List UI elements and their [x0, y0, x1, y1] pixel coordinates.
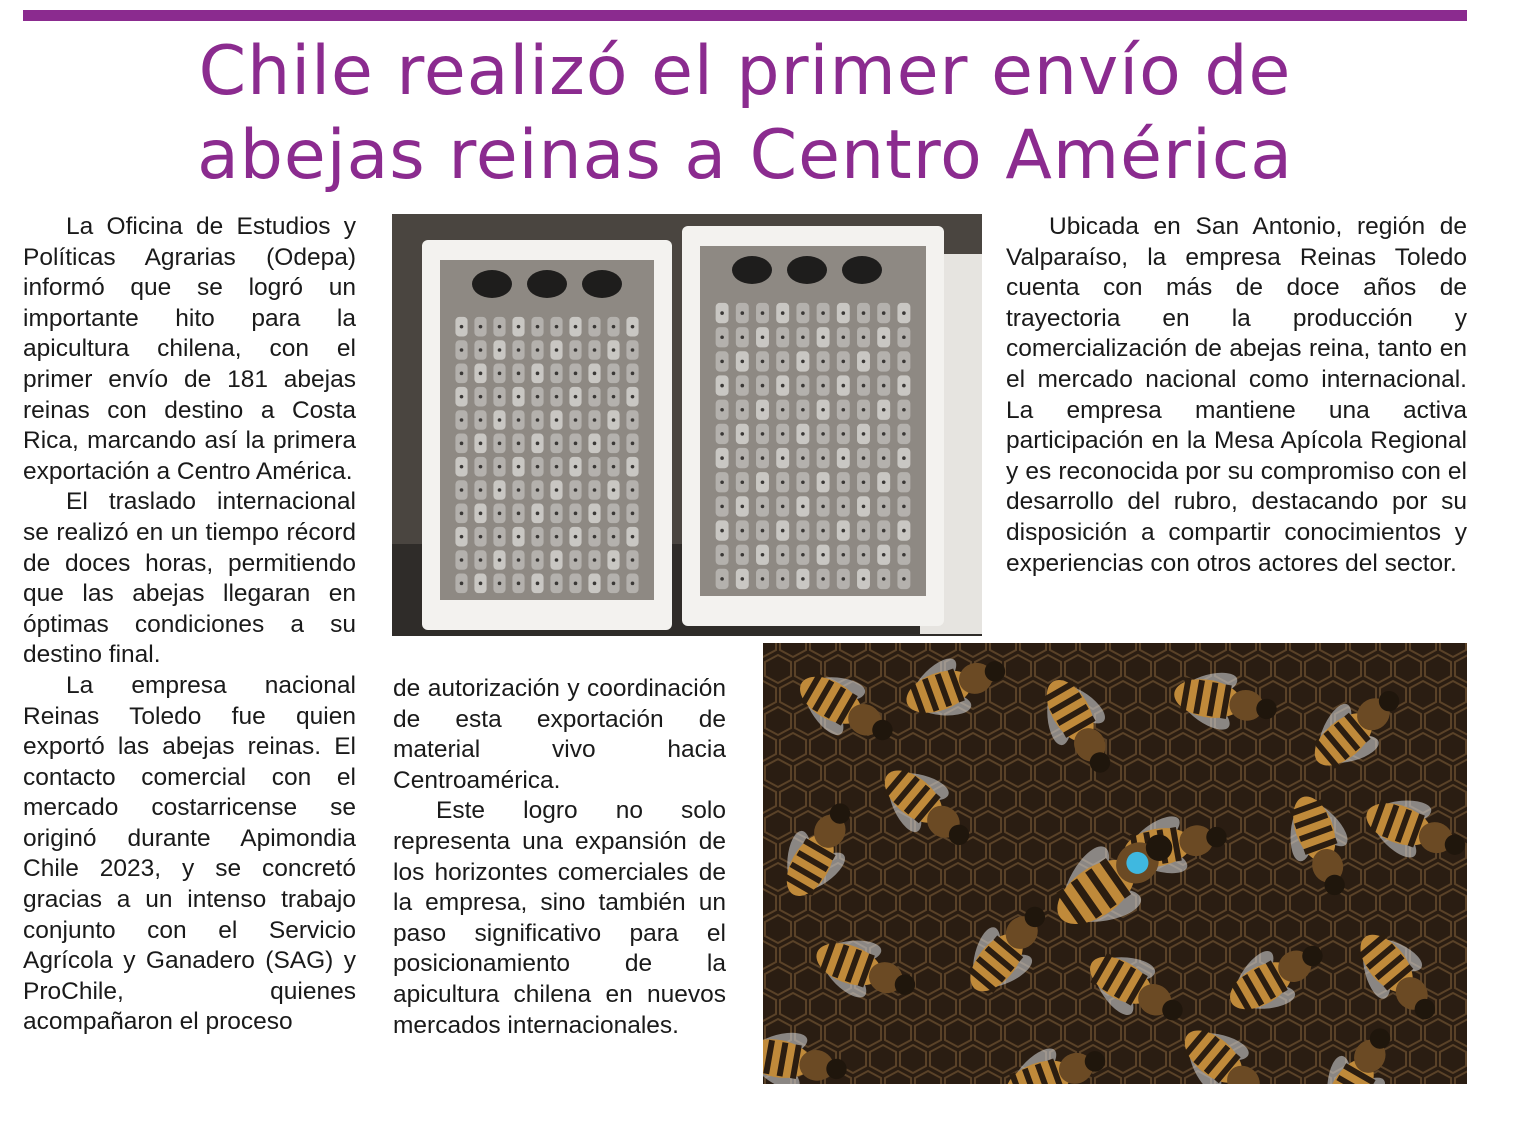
article-column-2	[393, 674, 726, 1041]
paragraph: La Oficina de Estudios y Políticas Agrarias (Odepa) informó que se logró un importante hito para la apicultura chilena, con el primer envío de 181 abejas reinas con destino a Costa Rica, marcando así la primera exportación a Centro América.	[23, 213, 356, 485]
paragraph: El traslado internacional se realizó en un tiempo récord de doces horas, permitiendo que las abejas llegaran en óptimas condiciones a su destino final.	[23, 488, 356, 669]
paragraph: Este logro no solo representa una expansión de los horizontes comerciales de la empresa, sino también un paso significativo para el posicionamiento de la apicultura chilena en nuevos mercados internacionales.	[393, 797, 726, 1039]
paragraph: Ubicada en San Antonio, región de Valparaíso, la empresa Reinas Toledo cuenta con más de doce años de trayectoria en la producción y comercialización de abejas reina, tanto en el mercado nacional como internacional. La empresa mantiene una activa participación en la Mesa Apícola Regional y es reconocida por su compromiso con el desarrollo del rubro, destacando por su disposición a compartir conocimientos y experiencias con otros actores del sector.	[1006, 213, 1467, 577]
cage-box-right	[682, 226, 944, 626]
paragraph: de autorización y coordinación de esta exportación de material vivo hacia Centroamérica.	[393, 675, 726, 794]
headline-line-1: Chile realizó el primer envío de	[198, 32, 1292, 111]
cage-box-left	[422, 240, 672, 630]
top-rule	[23, 10, 1467, 21]
paragraph: La empresa nacional Reinas Toledo fue quien exportó las abejas reinas. El contacto comercial con el mercado costarricense se originó durante Apimondia Chile 2023, y se concretó gracias a un intenso trabajo conjunto con el Servicio Agrícola y Ganadero (SAG) y ProChile, quienes acompañaron el proceso	[23, 671, 356, 1036]
article-column-3	[1006, 212, 1467, 579]
queen-cage-boxes-photo	[392, 214, 982, 636]
headline	[23, 30, 1467, 198]
bees-closeup-photo	[763, 643, 1467, 1084]
article-column-1	[23, 212, 356, 1038]
headline-line-2: abejas reinas a Centro América	[197, 116, 1293, 195]
